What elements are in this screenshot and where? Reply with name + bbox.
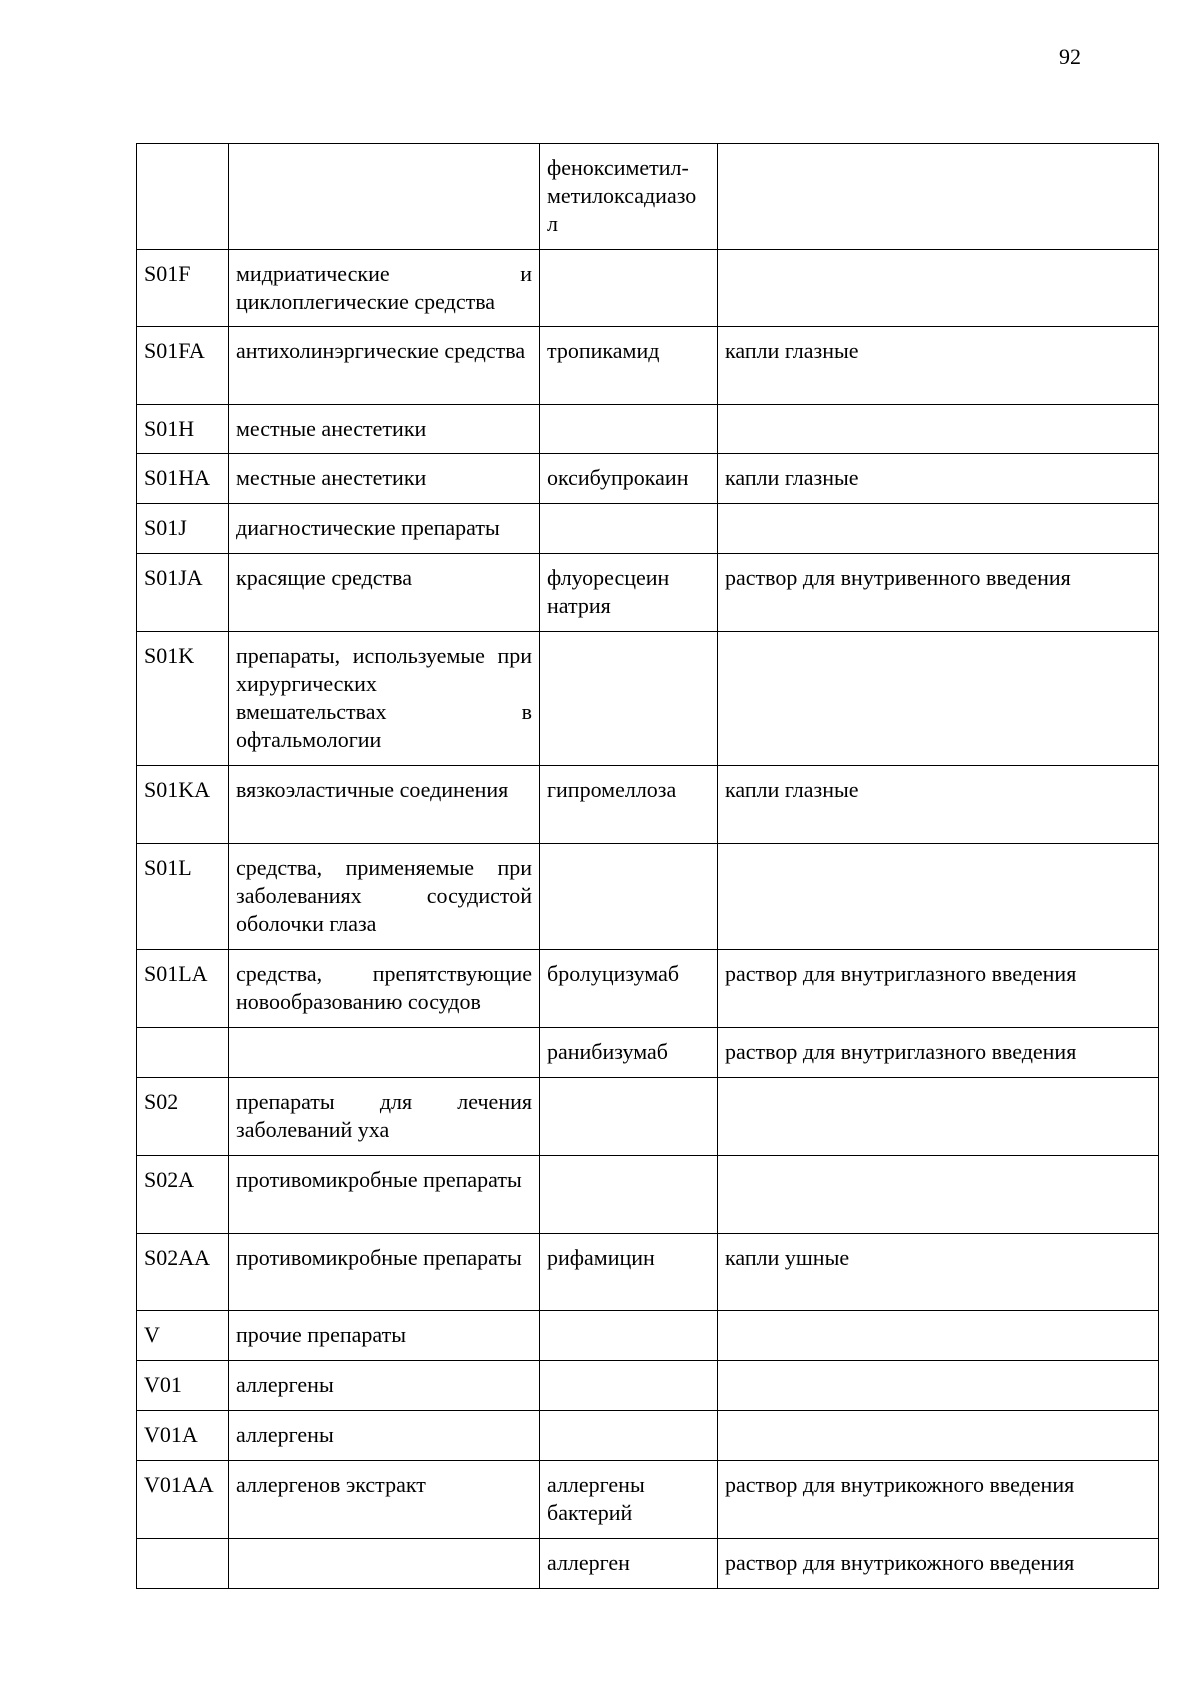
pharmacological-group-cell: препараты для лечения заболеваний уха — [229, 1078, 540, 1156]
drug-table — [136, 143, 1159, 1589]
table-row — [137, 454, 1159, 504]
atc-code-cell: S01FA — [137, 327, 229, 405]
drug-name-cell: рифамицин — [540, 1234, 718, 1311]
table-row — [137, 504, 1159, 554]
atc-code-cell: V01 — [137, 1361, 229, 1411]
dosage-form-cell: раствор для внутривенного введения — [718, 554, 1159, 632]
pharmacological-group-cell: диагностические препараты — [229, 504, 540, 554]
pharmacological-group-cell: антихолинэргические средства — [229, 327, 540, 405]
pharmacological-group-cell: красящие средства — [229, 554, 540, 632]
pharmacological-group-cell: местные анестетики — [229, 405, 540, 454]
table-row — [137, 1028, 1159, 1078]
drug-name-cell — [540, 1311, 718, 1361]
dosage-form-cell: раствор для внутриглазного введения — [718, 950, 1159, 1028]
atc-code-cell: V01A — [137, 1411, 229, 1461]
pharmacological-group-cell: противомикробные препараты — [229, 1234, 540, 1311]
dosage-form-cell — [718, 405, 1159, 454]
atc-code-cell: S01H — [137, 405, 229, 454]
atc-code-cell: S01HA — [137, 454, 229, 504]
dosage-form-cell — [718, 250, 1159, 327]
dosage-form-cell: капли ушные — [718, 1234, 1159, 1311]
drug-name-cell: бролуцизумаб — [540, 950, 718, 1028]
atc-code-cell: S01KA — [137, 766, 229, 844]
table-row — [137, 1078, 1159, 1156]
dosage-form-cell — [718, 632, 1159, 766]
atc-code-cell — [137, 144, 229, 250]
table-row — [137, 1411, 1159, 1461]
drug-name-cell: оксибупрокаин — [540, 454, 718, 504]
table-row — [137, 950, 1159, 1028]
pharmacological-group-cell: вязкоэластичные соединения — [229, 766, 540, 844]
drug-name-cell: флуоресцеин натрия — [540, 554, 718, 632]
dosage-form-cell — [718, 1078, 1159, 1156]
pharmacological-group-cell: аллергенов экстракт — [229, 1461, 540, 1539]
table-row — [137, 250, 1159, 327]
atc-code-cell: V01AA — [137, 1461, 229, 1539]
drug-name-cell — [540, 1361, 718, 1411]
table-row — [137, 844, 1159, 950]
atc-code-cell: S02A — [137, 1156, 229, 1234]
pharmacological-group-cell: мидриатические и циклоплегические средства — [229, 250, 540, 327]
table-row — [137, 766, 1159, 844]
table-row — [137, 1461, 1159, 1539]
pharmacological-group-cell — [229, 1539, 540, 1589]
pharmacological-group-cell: прочие препараты — [229, 1311, 540, 1361]
atc-code-cell — [137, 1539, 229, 1589]
table-row — [137, 405, 1159, 454]
drug-name-cell — [540, 144, 718, 250]
dosage-form-cell: раствор для внутриглазного введения — [718, 1028, 1159, 1078]
pharmacological-group-cell: препараты, используемые при хирургических вмешательствах в офтальмологии — [229, 632, 540, 766]
dosage-form-cell: капли глазные — [718, 327, 1159, 405]
pharmacological-group-cell: средства, применяемые при заболеваниях сосудистой оболочки глаза — [229, 844, 540, 950]
dosage-form-cell: капли глазные — [718, 454, 1159, 504]
drug-name-cell: ранибизумаб — [540, 1028, 718, 1078]
dosage-form-cell — [718, 144, 1159, 250]
drug-name-cell — [540, 405, 718, 454]
dosage-form-cell — [718, 1411, 1159, 1461]
pharmacological-group-cell: аллергены — [229, 1411, 540, 1461]
drug-name-cell — [540, 1411, 718, 1461]
table-row — [137, 144, 1159, 250]
drug-name-cell — [540, 250, 718, 327]
table-row — [137, 632, 1159, 766]
drug-name-cell — [540, 1078, 718, 1156]
pharmacological-group-cell — [229, 144, 540, 250]
drug-name-cell — [540, 844, 718, 950]
dosage-form-cell — [718, 504, 1159, 554]
table-row — [137, 1311, 1159, 1361]
pharmacological-group-cell: средства, препятствующие новообразованию сосудов — [229, 950, 540, 1028]
drug-name-cell: тропикамид — [540, 327, 718, 405]
pharmacological-group-cell: местные анестетики — [229, 454, 540, 504]
dosage-form-cell — [718, 1311, 1159, 1361]
drug-name-cell: аллерген — [540, 1539, 718, 1589]
drug-name-cell — [540, 504, 718, 554]
atc-code-cell: S02AA — [137, 1234, 229, 1311]
page-number: 92 — [1059, 44, 1081, 69]
atc-code-cell: S02 — [137, 1078, 229, 1156]
pharmacological-group-cell — [229, 1028, 540, 1078]
table-row — [137, 1361, 1159, 1411]
table-row — [137, 554, 1159, 632]
table-row — [137, 327, 1159, 405]
drug-name-text: феноксиметил-метилоксадиазол — [547, 155, 697, 236]
table-row — [137, 1539, 1159, 1589]
atc-code-cell: S01LA — [137, 950, 229, 1028]
atc-code-cell — [137, 1028, 229, 1078]
atc-code-cell: S01K — [137, 632, 229, 766]
pharmacological-group-cell: аллергены — [229, 1361, 540, 1411]
dosage-form-cell: раствор для внутрикожного введения — [718, 1539, 1159, 1589]
drug-name-cell — [540, 632, 718, 766]
dosage-form-cell: капли глазные — [718, 766, 1159, 844]
table-row — [137, 1156, 1159, 1234]
dosage-form-cell — [718, 1361, 1159, 1411]
drug-name-cell: гипромеллоза — [540, 766, 718, 844]
atc-code-cell: V — [137, 1311, 229, 1361]
dosage-form-cell — [718, 844, 1159, 950]
pharmacological-group-cell: противомикробные препараты — [229, 1156, 540, 1234]
dosage-form-cell: раствор для внутрикожного введения — [718, 1461, 1159, 1539]
drug-name-cell: аллергены бактерий — [540, 1461, 718, 1539]
atc-code-cell: S01JA — [137, 554, 229, 632]
atc-code-cell: S01J — [137, 504, 229, 554]
atc-code-cell: S01F — [137, 250, 229, 327]
dosage-form-cell — [718, 1156, 1159, 1234]
atc-code-cell: S01L — [137, 844, 229, 950]
table-row — [137, 1234, 1159, 1311]
drug-name-cell — [540, 1156, 718, 1234]
